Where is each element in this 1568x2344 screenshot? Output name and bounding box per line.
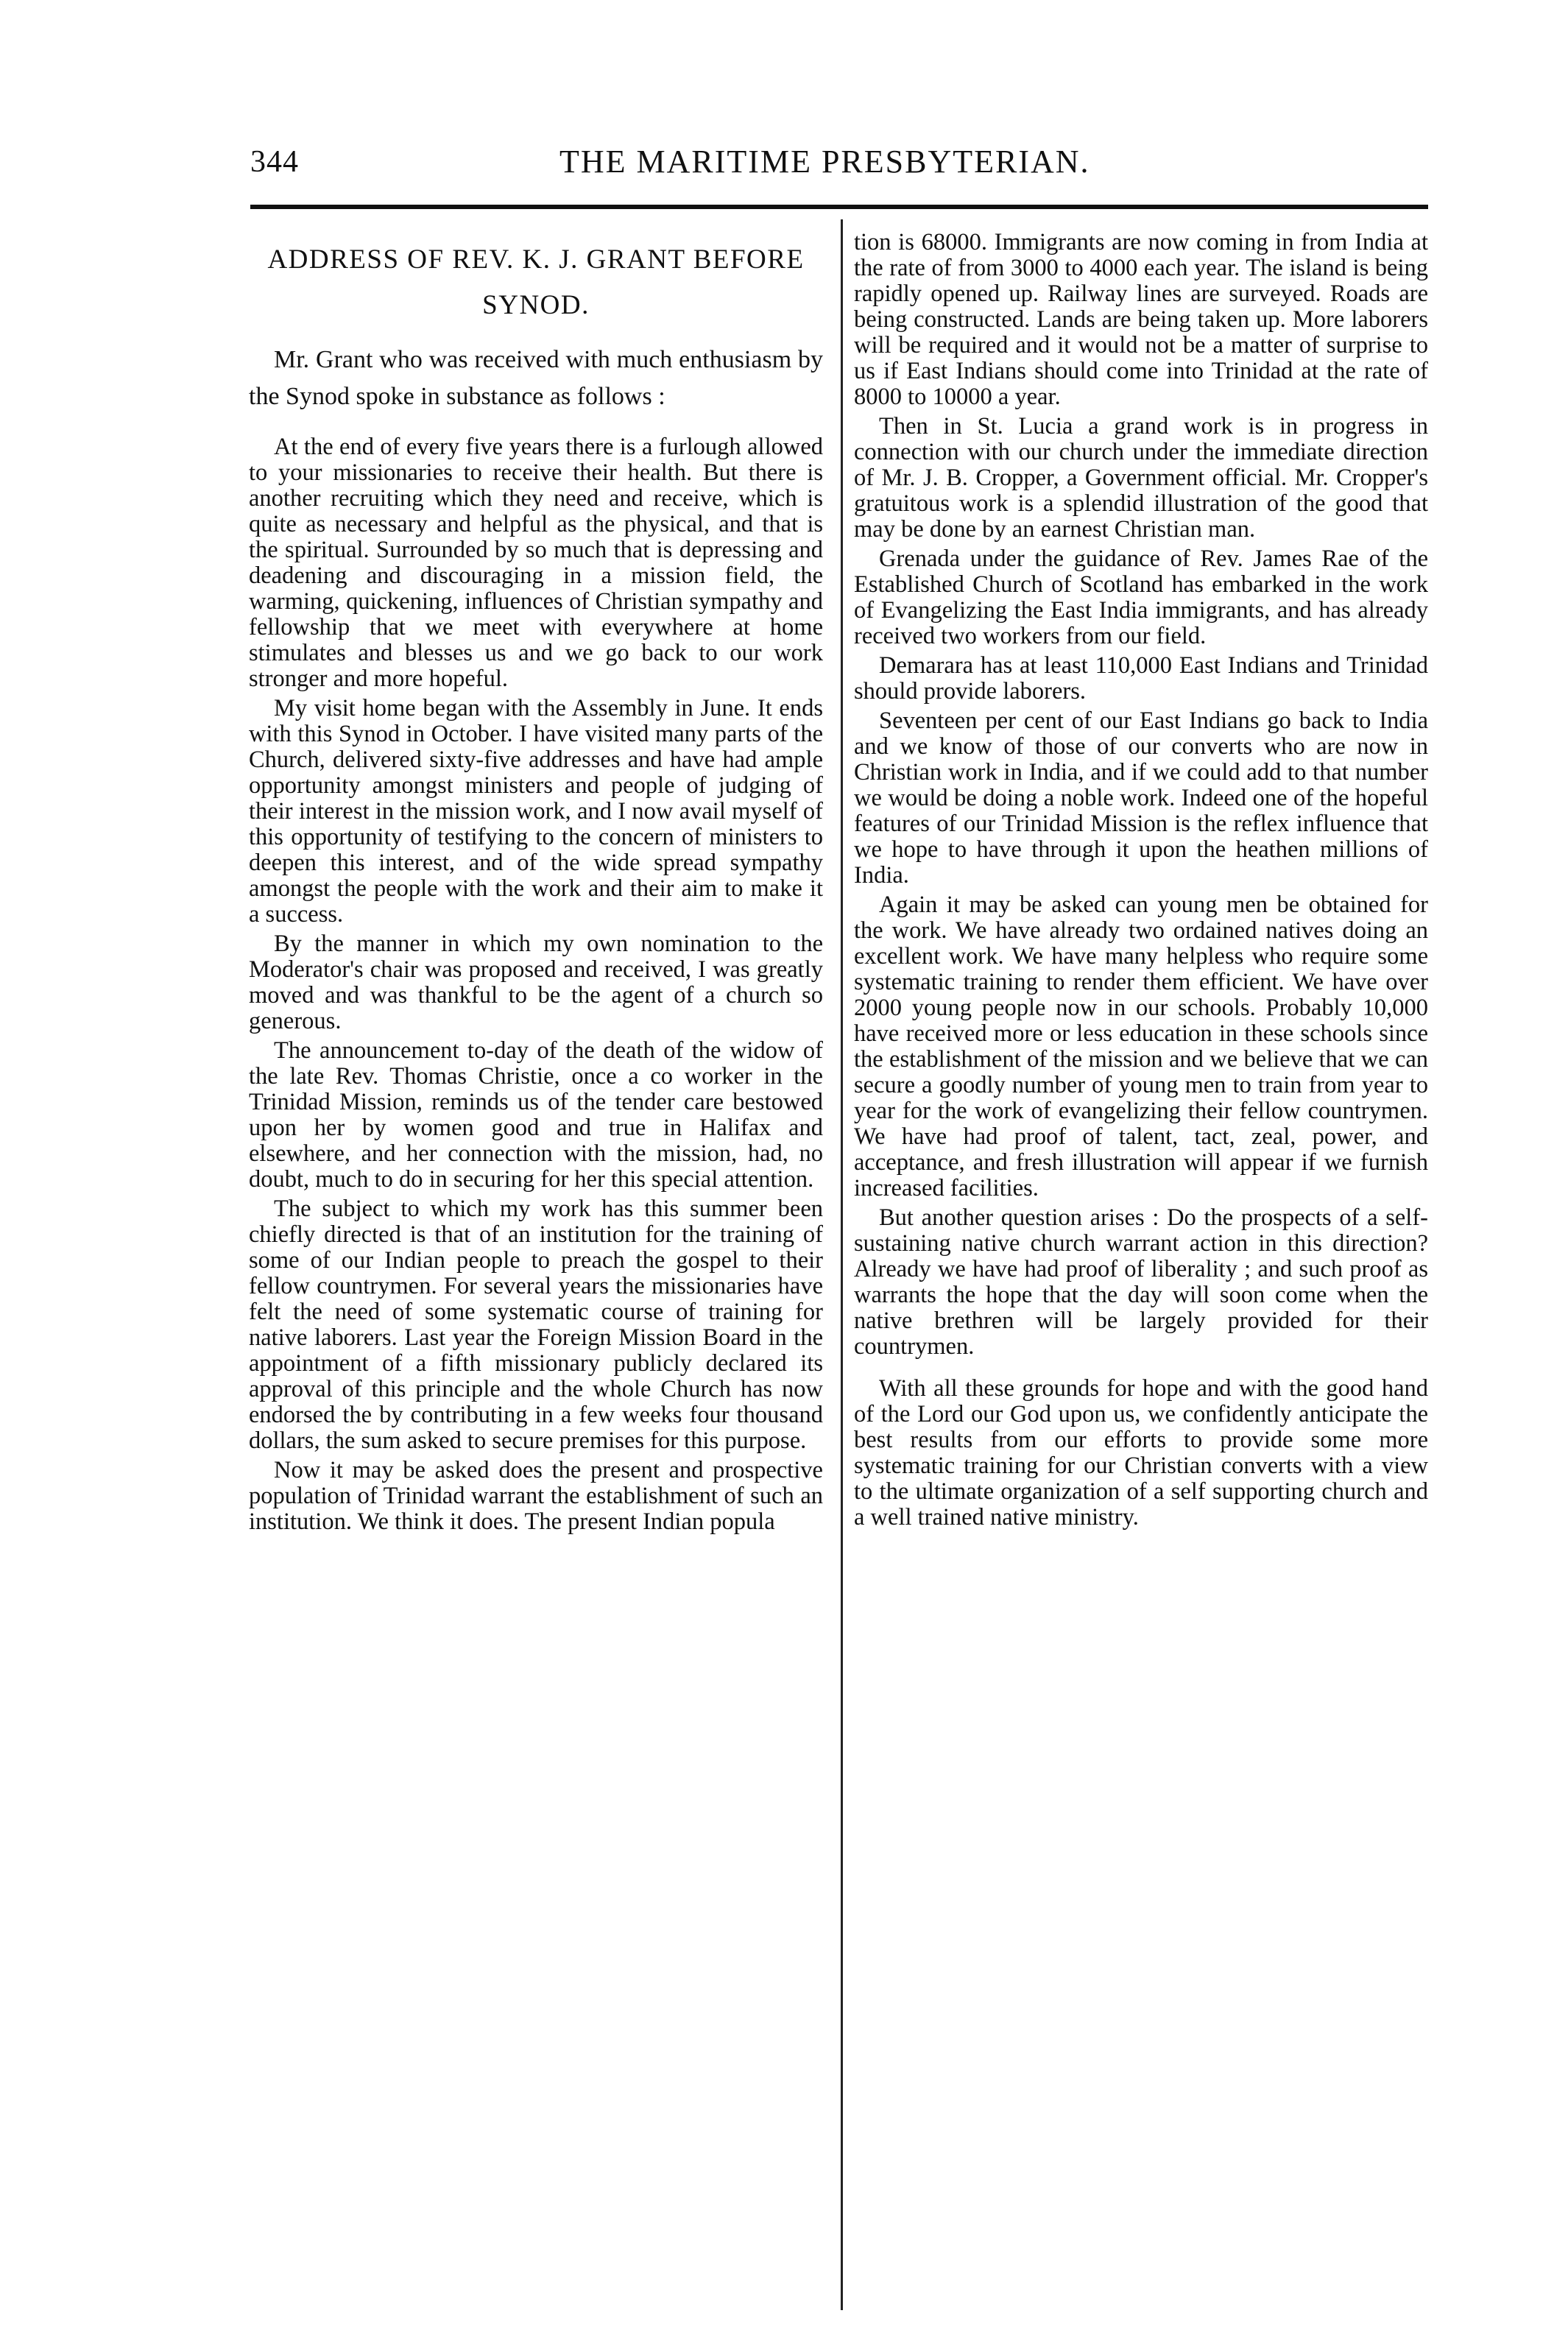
paragraph: At the end of every five years there is a furlough allowed to your missionaries to receive their health. But there is another recruiting which they need and receive, which is quite as necessary and helpful as the physical, and that is the spiritual. Surrounded by so much that is depressing and deadening and discouraging in a mission field, the warming, quickening, influences of Christian sympathy and fellowship that we meet with everywhere at home stimulates and blesses us and we go back to our work stronger and more hopeful.: [249, 434, 823, 692]
paragraph: The subject to which my work has this summer been chiefly directed is that of an institution for the training of some of our Indian people to preach the gospel to their fellow countrymen. For several years the missionaries have felt the need of some systematic course of training for native laborers. Last year the Foreign Mission Board in the appointment of a fifth missionary publicly declared its approval of this principle and the whole Church has now endorsed the by contributing in a few weeks four thousand dollars, the sum asked to secure premises for this purpose.: [249, 1196, 823, 1454]
article-intro: Mr. Grant who was received with much enthusiasm by the Synod spoke in substance as follows :: [249, 346, 823, 410]
paragraph: Again it may be asked can young men be obtained for the work. We have already two ordained natives doing an excellent work. We have many helpless who require some systematic training to render them efficient. We have over 2000 young people now in our schools. Probably 10,000 have received more or less education in these schools since the establishment of the mission and we believe that we can secure a goodly number of young men to train from year to year for the work of evangelizing their fellow countrymen. We have had proof of talent, tact, zeal, power, and acceptance, and fresh illustration will appear if we furnish increased facilities.: [854, 892, 1428, 1201]
paragraph: Now it may be asked does the present and prospective population of Trinidad warrant the establishment of such an institution. We think it does. The present Indian popula: [249, 1457, 823, 1535]
paragraph: My visit home began with the Assembly in June. It ends with this Synod in October. I have visited many parts of the Church, delivered sixty-five addresses and have had ample opportunity amongst ministers and people of judging of their interest in the mission work, and I now avail myself of this opportunity of testifying to the concern of ministers to deepen this interest, and of the wide spread sympathy amongst the people with the work and their aim to make it a success.: [249, 695, 823, 928]
paragraph: Seventeen per cent of our East Indians go back to India and we know of those of our converts who are now in Christian work in India, and if we could add to that number we would be doing a noble work. Indeed one of the hopeful features of our Trinidad Mission is the reflex influence that we hope to have through it upon the heathen millions of India.: [854, 707, 1428, 889]
paragraph: But another question arises : Do the prospects of a self-sustaining native church warrant action in this direction? Already we have had proof of liberality ; and such proof as warrants the hope that the day will soon come when the native brethren will be largely provided for their countrymen.: [854, 1204, 1428, 1360]
paragraph: With all these grounds for hope and with the good hand of the Lord our God upon us, we confidently anticipate the best results from our efforts to provide some more systematic training for our Christian converts with a view to the ultimate organization of a self supporting church and a well trained native ministry.: [854, 1375, 1428, 1531]
paragraph: Grenada under the guidance of Rev. James Rae of the Established Church of Scotland has embarked in the work of Evangelizing the East India immigrants, and has already received two workers from our field.: [854, 546, 1428, 649]
running-title: THE MARITIME PRESBYTERIAN.: [559, 144, 1090, 180]
header-rule: [250, 205, 1428, 209]
paragraph: Then in St. Lucia a grand work is in progress in connection with our church under the immediate direction of Mr. J. B. Cropper, a Government official. Mr. Cropper's gratuitous work is a splendid illustration of the good that may be done by an earnest Christian man.: [854, 413, 1428, 543]
right-column: [854, 230, 1428, 1534]
left-column: [249, 230, 823, 1539]
paragraph: The announcement to-day of the death of the widow of the late Rev. Thomas Christie, once a co worker in the Trinidad Mission, reminds us of the tender care bestowed upon her by women good and true in Halifax and elsewhere, and her connection with the mission, had, no doubt, much to do in securing for her this special attention.: [249, 1037, 823, 1193]
paragraph: tion is 68000. Immigrants are now coming in from India at the rate of from 3000 to 4000 each year. The island is being rapidly opened up. Railway lines are surveyed. Roads are being constructed. Lands are being taken up. More laborers will be required and it would not be a matter of surprise to us if East Indians should come into Trinidad at the rate of 8000 to 10000 a year.: [854, 229, 1428, 410]
page-number: 344: [250, 145, 299, 179]
article-title: ADDRESS OF REV. K. J. GRANT BEFORE SYNOD.: [267, 244, 805, 320]
paragraph: Demarara has at least 110,000 East Indians and Trinidad should provide laborers.: [854, 652, 1428, 705]
page-header: [250, 140, 1472, 191]
paragraph: By the manner in which my own nomination to the Moderator's chair was proposed and received, I was greatly moved and was thankful to be the agent of a church so generous.: [249, 931, 823, 1034]
column-divider: [841, 219, 843, 2310]
